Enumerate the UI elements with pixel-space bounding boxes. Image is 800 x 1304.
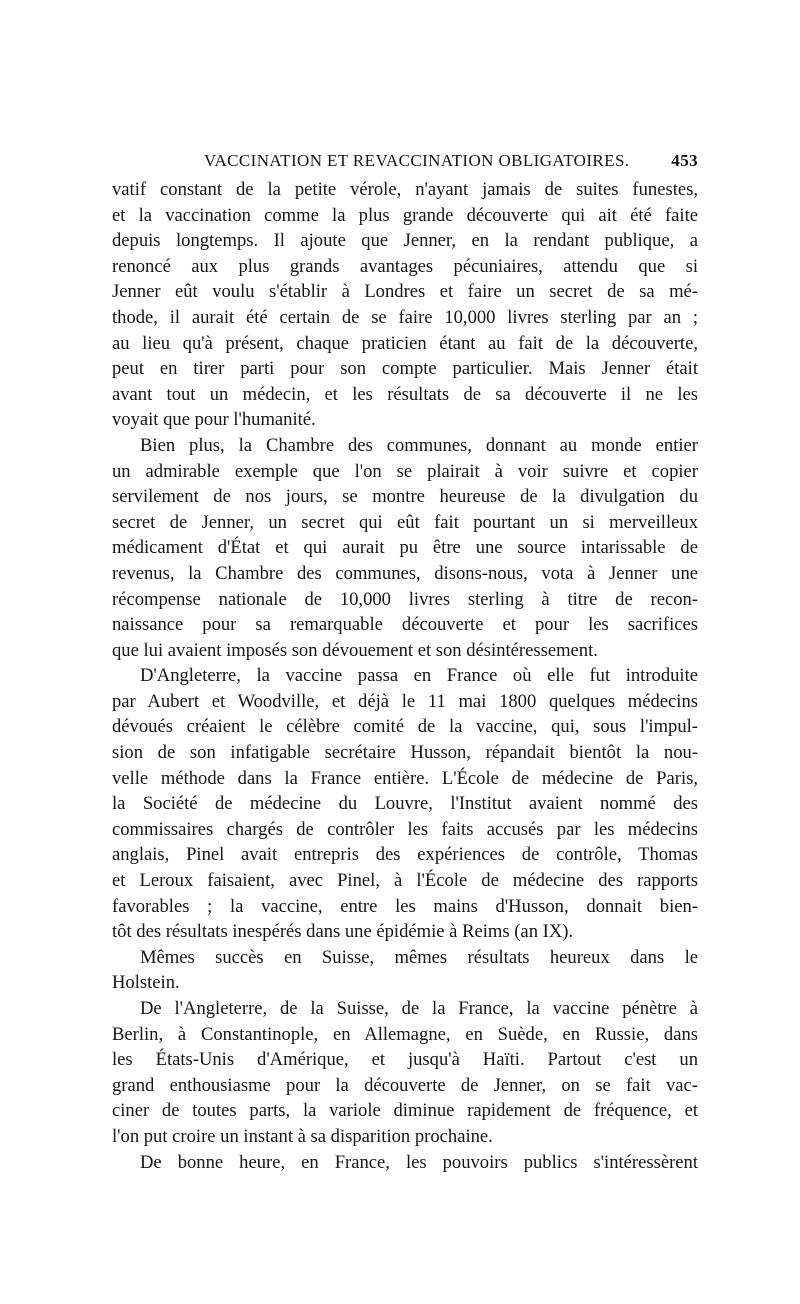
text-line: depuis longtemps. Il ajoute que Jenner, en la rendant publique, a	[112, 230, 698, 252]
text-line: vatif constant de la petite vérole, n'ayant jamais de suites funestes,	[112, 179, 698, 200]
body-text	[112, 177, 698, 1175]
text-line: De l'Angleterre, de la Suisse, de la France, la vaccine pénètre à	[140, 998, 698, 1019]
text-line: que lui avaient imposés son dévouement et son désintéressement.	[112, 639, 598, 661]
text-line: Jenner eût voulu s'établir à Londres et faire un secret de sa mé-	[112, 281, 698, 303]
text-line: les États-Unis d'Amérique, et jusqu'à Haïti. Partout c'est un	[112, 1049, 698, 1071]
text-line: D'Angleterre, la vaccine passa en France où elle fut introduite	[140, 665, 698, 687]
text-line: Berlin, à Constantinople, en Allemagne, en Suède, en Russie, dans	[112, 1023, 698, 1045]
text-line: renoncé aux plus grands avantages pécuniaires, attendu que si	[112, 255, 698, 277]
text-line: favorables ; la vaccine, entre les mains d'Husson, donnait bien-	[112, 895, 698, 917]
text-line: avant tout un médecin, et les résultats de sa découverte il ne les	[112, 383, 698, 405]
text-line: récompense nationale de 10,000 livres sterling à titre de recon-	[112, 588, 698, 610]
text-line: peut en tirer parti pour son compte particulier. Mais Jenner était	[112, 358, 698, 380]
text-line: grand enthousiasme pour la découverte de Jenner, on se fait vac-	[112, 1074, 698, 1096]
page-number: 453	[671, 151, 698, 170]
text-line: et Leroux faisaient, avec Pinel, à l'École de médecine des rapports	[112, 870, 698, 892]
text-line: par Aubert et Woodville, et déjà le 11 mai 1800 quelques médecins	[112, 690, 698, 712]
text-line: Holstein.	[112, 972, 180, 994]
text-line: voyait que pour l'humanité.	[112, 409, 316, 431]
text-line: thode, il aurait été certain de se faire 10,000 livres sterling par an ;	[112, 306, 698, 328]
text-line: l'on put croire un instant à sa disparition prochaine.	[112, 1125, 493, 1147]
text-line: ciner de toutes parts, la variole diminue rapidement de fréquence, et	[112, 1100, 698, 1122]
text-line: dévoués créaient le célèbre comité de la vaccine, qui, sous l'impul-	[112, 716, 698, 738]
text-line: Bien plus, la Chambre des communes, donnant au monde entier	[140, 434, 698, 456]
text-line: sion de son infatigable secrétaire Husson, répandait bientôt la nou-	[112, 742, 698, 764]
book-page	[112, 147, 698, 1175]
text-line: un admirable exemple que l'on se plairait à voir suivre et copier	[112, 460, 698, 482]
running-title: VACCINATION ET REVACCINATION OBLIGATOIRES.	[204, 151, 630, 170]
running-head	[112, 147, 698, 177]
text-line: la Société de médecine du Louvre, l'Institut avaient nommé des	[112, 793, 698, 815]
text-line: servilement de nos jours, se montre heureuse de la divulgation du	[112, 486, 698, 508]
text-line: commissaires chargés de contrôler les faits accusés par les médecins	[112, 818, 698, 840]
text-line: Mêmes succès en Suisse, mêmes résultats heureux dans le	[140, 946, 698, 968]
text-line: anglais, Pinel avait entrepris des expériences de contrôle, Thomas	[112, 844, 698, 866]
text-line: secret de Jenner, un secret qui eût fait pourtant un si merveilleux	[112, 511, 698, 533]
text-line: médicament d'État et qui aurait pu être une source intarissable de	[112, 537, 698, 559]
text-line: naissance pour sa remarquable découverte et pour les sacrifices	[112, 614, 698, 636]
text-line: et la vaccination comme la plus grande découverte qui ait été faite	[112, 204, 698, 226]
text-line: velle méthode dans la France entière. L'École de médecine de Paris,	[112, 767, 698, 789]
text-line: De bonne heure, en France, les pouvoirs publics s'intéressèrent	[140, 1151, 698, 1173]
text-line: tôt des résultats inespérés dans une épidémie à Reims (an IX).	[112, 921, 574, 943]
text-line: au lieu qu'à présent, chaque praticien étant au fait de la découverte,	[112, 332, 698, 354]
text-line: revenus, la Chambre des communes, disons-nous, vota à Jenner une	[112, 562, 698, 584]
